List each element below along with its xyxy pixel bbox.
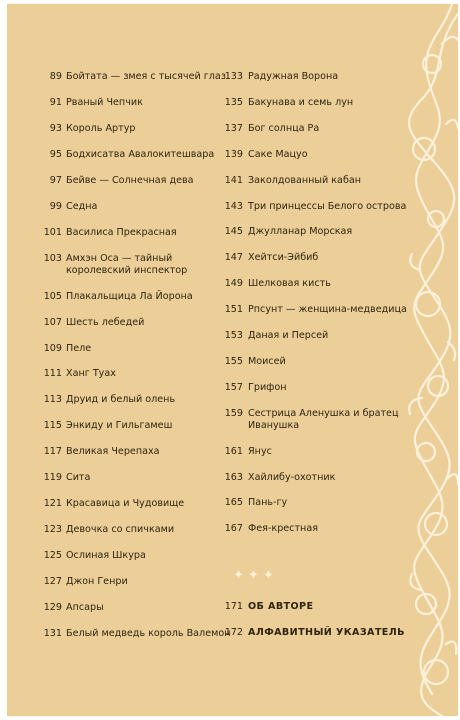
toc-page-number: 171 — [224, 601, 243, 612]
toc-entry[interactable] — [7, 291, 266, 305]
toc-title: Энкиду и Гильгамеш — [66, 420, 173, 432]
toc-title: Бог солнца Ра — [248, 122, 320, 134]
toc-title: Василиса Прекрасная — [66, 226, 177, 238]
toc-title: Рпсунт — женщина-медведица — [248, 304, 407, 316]
toc-entry[interactable] — [7, 343, 266, 357]
toc-page-number: 91 — [49, 96, 62, 108]
toc-page-number: 137 — [224, 122, 243, 134]
toc-title: Пань-гу — [248, 497, 288, 509]
toc-title: Шесть лебедей — [66, 316, 145, 328]
toc-page-number: 113 — [43, 394, 62, 406]
toc-entry[interactable] — [7, 149, 448, 163]
toc-page-number: 117 — [43, 446, 62, 458]
toc-page-number: 159 — [224, 407, 243, 419]
toc-page-number: 153 — [224, 330, 243, 341]
toc-page-number: 89 — [49, 71, 62, 82]
toc-page-number: 133 — [224, 71, 243, 82]
toc-title: Бойтата — змея с тысячей глаз — [66, 71, 226, 82]
toc-title: Янус — [248, 445, 272, 457]
toc-entry[interactable] — [7, 446, 448, 460]
toc-entry[interactable] — [7, 394, 266, 408]
toc-page-number: 111 — [43, 368, 62, 380]
toc-page-number: 145 — [224, 226, 243, 238]
toc-title-continued: Иванушка — [248, 419, 300, 431]
toc-title: Красавица и Чудовище — [66, 498, 185, 510]
toc-title: Заколдованный кабан — [248, 174, 362, 186]
toc-title: Бейве — Солнечная дева — [66, 174, 194, 186]
toc-title: Бодхисатва Авалокитешвара — [66, 148, 215, 160]
toc-page-number: 129 — [43, 602, 62, 613]
toc-title: ОБ АВТОРЕ — [248, 601, 314, 612]
toc-page-number: 115 — [43, 420, 62, 432]
toc-title: Даная и Персей — [248, 330, 329, 341]
toc-entry[interactable] — [7, 420, 266, 434]
toc-entry[interactable] — [7, 252, 448, 266]
toc-page-number: 139 — [224, 148, 243, 160]
toc-page-number: 165 — [224, 497, 243, 509]
toc-entry[interactable] — [7, 97, 448, 111]
toc-entry[interactable] — [7, 627, 448, 641]
toc-title: Рваный Чепчик — [66, 96, 143, 108]
toc-title: Бакунава и семь лун — [248, 96, 354, 108]
toc-entry[interactable] — [7, 576, 266, 590]
book-page — [7, 4, 458, 716]
toc-entry[interactable] — [7, 71, 448, 85]
toc-entry[interactable] — [7, 278, 448, 292]
toc-title: Амхэн Оса — тайный — [66, 252, 173, 264]
toc-title: Друид и белый олень — [66, 394, 176, 406]
toc-page-number: 123 — [43, 524, 62, 536]
toc-title: Апсары — [66, 602, 104, 613]
toc-page-number: 107 — [43, 316, 62, 328]
toc-entry[interactable] — [7, 123, 448, 137]
toc-page-number: 135 — [224, 96, 243, 108]
toc-page-number: 125 — [43, 550, 62, 562]
toc-title: Белый медведь король Валемон — [66, 627, 231, 639]
toc-entry[interactable] — [7, 226, 448, 240]
toc-title: Плакальщица Ла Йорона — [66, 290, 193, 302]
toc-title: Радужная Ворона — [248, 71, 339, 82]
toc-title: Шелковая кисть — [248, 278, 331, 290]
toc-entry[interactable] — [7, 201, 448, 215]
toc-page-number: 143 — [224, 200, 243, 212]
toc-title: Джулланар Морская — [248, 226, 353, 238]
toc-entry[interactable] — [7, 550, 266, 564]
toc-page-number: 172 — [224, 627, 243, 638]
toc-page-number: 121 — [43, 498, 62, 510]
toc-title: Сита — [66, 472, 91, 484]
toc-title: Хайлибу-охотник — [248, 471, 336, 483]
separator-ornament: ✦ ✦ ✦ — [233, 568, 274, 583]
toc-entry[interactable] — [7, 356, 448, 370]
toc-title: АЛФАВИТНЫЙ УКАЗАТЕЛЬ — [248, 627, 405, 638]
toc-entry[interactable] — [7, 368, 266, 382]
toc-entry[interactable] — [7, 382, 448, 396]
toc-title-continued: королевский инспектор — [66, 264, 188, 276]
toc-title: Саке Мацуо — [248, 148, 308, 160]
toc-title: Три принцессы Белого острова — [248, 200, 407, 212]
toc-page-number: 101 — [43, 226, 62, 238]
toc-page-number: 147 — [224, 252, 243, 264]
toc-page-number: 105 — [43, 290, 62, 302]
toc-page-number: 103 — [43, 252, 62, 264]
toc-title: Грифон — [248, 381, 287, 393]
toc-page-number: 167 — [224, 523, 243, 535]
toc-page-number: 99 — [49, 200, 62, 212]
toc-page-number: 109 — [43, 342, 62, 354]
toc-page-number: 119 — [43, 472, 62, 484]
toc-entry[interactable] — [7, 304, 448, 318]
toc-title: Моисей — [248, 355, 286, 367]
toc-title: Девочка со спичками — [66, 524, 175, 536]
toc-title: Фея-крестная — [248, 523, 318, 535]
toc-page-number: 141 — [224, 174, 243, 186]
toc-page-number: 151 — [224, 304, 243, 316]
toc-entry[interactable] — [7, 175, 448, 189]
toc-title: Сестрица Аленушка и братец — [248, 407, 399, 419]
toc-page-number: 127 — [43, 576, 62, 588]
toc-entry[interactable] — [7, 330, 448, 344]
toc-page-number: 157 — [224, 381, 243, 393]
toc-title: Хейтси-Эйбиб — [248, 252, 319, 264]
toc-title: Ханг Туах — [66, 368, 116, 380]
toc-entry[interactable] — [7, 472, 448, 486]
toc-entry[interactable] — [7, 317, 266, 331]
toc-page-number: 93 — [49, 122, 62, 134]
toc-entry[interactable] — [7, 601, 448, 615]
toc-page-number: 95 — [49, 148, 62, 160]
toc-entry[interactable] — [7, 497, 448, 511]
toc-title: Пеле — [66, 342, 92, 354]
toc-title: Ослиная Шкура — [66, 550, 146, 562]
toc-title: Седна — [66, 200, 98, 212]
toc-title: Джон Генри — [66, 576, 128, 588]
toc-page-number: 163 — [224, 471, 243, 483]
toc-title: Великая Черепаха — [66, 446, 160, 458]
toc-title: Король Артур — [66, 122, 136, 134]
toc-page-number: 155 — [224, 355, 243, 367]
toc-page-number: 161 — [224, 445, 243, 457]
toc-page-number: 149 — [224, 278, 243, 290]
toc-page-number: 131 — [43, 627, 62, 639]
toc-page-number: 97 — [49, 174, 62, 186]
toc-entry[interactable] — [7, 523, 448, 537]
